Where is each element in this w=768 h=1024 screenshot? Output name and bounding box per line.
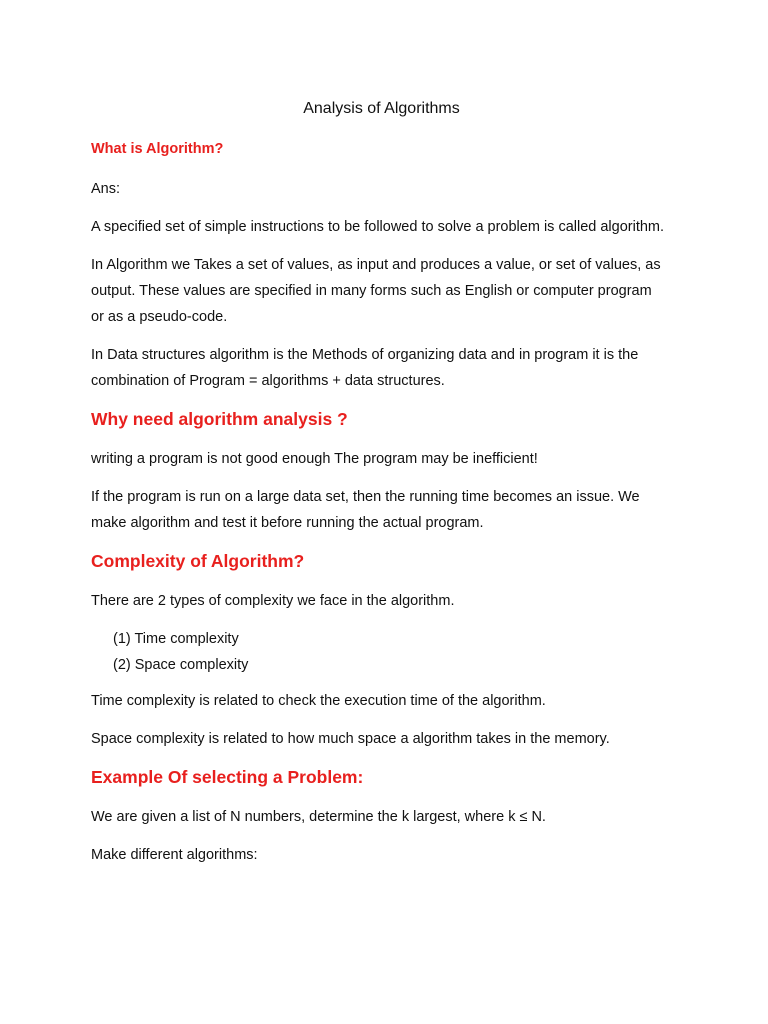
paragraph-data-structures: In Data structures algorithm is the Methods of organizing data and in program it is the combination of Program = algorithms + data structures. <box>91 347 639 389</box>
paragraph-different-algorithms: Make different algorithms: <box>91 847 258 863</box>
complexity-list <box>91 626 668 678</box>
document-title: Analysis of Algorithms <box>303 100 460 117</box>
paragraph-input-output: In Algorithm we Takes a set of values, as input and produces a value, or set of values, as output. These values are specified in many forms such as English or computer program or as a pseudo-code. <box>91 257 661 325</box>
paragraph-complexity-types: There are 2 types of complexity we face in the algorithm. <box>91 593 455 609</box>
answer-label: Ans: <box>91 181 121 197</box>
heading-example-problem: Example Of selecting a Problem: <box>91 767 364 787</box>
paragraph-k-largest: We are given a list of N numbers, determine the k largest, where k ≤ N. <box>91 809 546 825</box>
heading-complexity: Complexity of Algorithm? <box>91 551 305 571</box>
list-item: (1) Time complexity <box>113 631 239 647</box>
paragraph-running-time: If the program is run on a large data set, then the running time becomes an issue. We make algorithm and test it before running the actual program. <box>91 489 640 531</box>
list-item: (2) Space complexity <box>113 657 249 673</box>
paragraph-definition: A specified set of simple instructions to be followed to solve a problem is called algorithm. <box>91 219 665 235</box>
paragraph-space-complexity: Space complexity is related to how much space a algorithm takes in the memory. <box>91 731 610 747</box>
paragraph-time-complexity: Time complexity is related to check the execution time of the algorithm. <box>91 693 546 709</box>
heading-why-analysis: Why need algorithm analysis ? <box>91 409 348 429</box>
heading-what-is-algorithm: What is Algorithm? <box>91 141 224 157</box>
paragraph-inefficient: writing a program is not good enough The program may be inefficient! <box>91 451 538 467</box>
